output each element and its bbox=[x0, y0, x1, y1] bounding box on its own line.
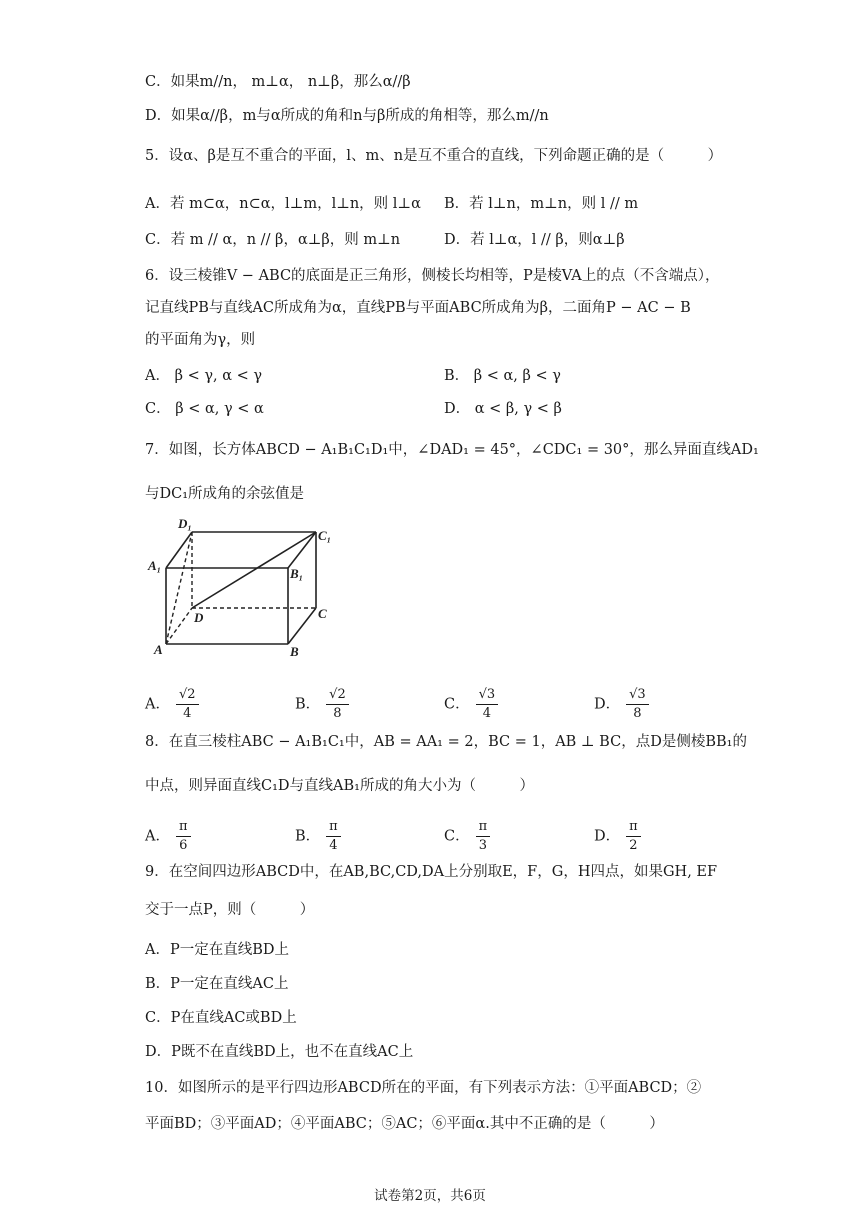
edge-a1-d1 bbox=[166, 532, 192, 568]
question-6-line-3: 的平面角为γ，则 bbox=[145, 332, 256, 348]
question-7-line-1: 7．如图，长方体ABCD − A₁B₁C₁D₁中，∠DAD₁ = 45°，∠CDC₁ = 30°，那么异面直线AD₁ bbox=[145, 442, 759, 458]
q8-option-d: D． $\frac{\pi}{2}$ bbox=[594, 818, 641, 855]
q7-option-a: A． $\frac{√2}{4}$ bbox=[145, 686, 199, 723]
q8-option-b: B． $\frac{\pi}{4}$ bbox=[295, 818, 341, 855]
question-10-line-2: 平面BD；③平面AD；④平面ABC；⑤AC；⑥平面α.其中不正确的是（ ） bbox=[145, 1116, 664, 1132]
q9-option-a: A．P一定在直线BD上 bbox=[145, 942, 290, 958]
q9-option-b: B．P一定在直线AC上 bbox=[145, 976, 289, 992]
q5-option-b: B．若 l⊥n，m⊥n，则 l // m bbox=[444, 196, 639, 212]
q7-option-d: D． $\frac{√3}{8}$ bbox=[594, 686, 649, 723]
page-footer: 试卷第2页，共6页 bbox=[374, 1188, 486, 1204]
label-c1: C₁ bbox=[318, 528, 332, 543]
q6-option-b: B． β < α, β < γ bbox=[444, 368, 561, 384]
label-d: D bbox=[194, 610, 204, 625]
q8-option-a: A． $\frac{\pi}{6}$ bbox=[145, 818, 191, 855]
hidden-edge-a-d bbox=[166, 608, 192, 644]
label-b1: B₁ bbox=[290, 566, 304, 581]
cuboid-figure bbox=[146, 512, 346, 662]
q4-option-d: D．如果α//β，m与α所成的角和n与β所成的角相等，那么m//n bbox=[145, 108, 549, 124]
q7-option-b: B． $\frac{√2}{8}$ bbox=[295, 686, 349, 723]
question-9-line-2: 交于一点P，则（ ） bbox=[145, 902, 315, 918]
edge-b-c bbox=[288, 608, 316, 644]
q6-option-a: A． β < γ, α < γ bbox=[145, 368, 263, 384]
q8-option-c: C． $\frac{\pi}{3}$ bbox=[444, 818, 490, 855]
q4-option-c: C．如果m//n， m⊥α， n⊥β，那么α//β bbox=[145, 74, 411, 90]
label-a: A bbox=[154, 642, 163, 657]
q5-option-c: C．若 m // α，n // β，α⊥β，则 m⊥n bbox=[145, 232, 401, 248]
q6-option-c: C． β < α, γ < α bbox=[145, 401, 264, 417]
label-c: C bbox=[318, 606, 327, 621]
q5-option-a: A．若 m⊂α，n⊂α，l⊥m，l⊥n，则 l⊥α bbox=[145, 196, 421, 212]
label-b: B bbox=[290, 644, 299, 659]
question-7-line-2: 与DC₁所成角的余弦值是 bbox=[145, 486, 305, 502]
question-6-line-2: 记直线PB与直线AC所成角为α，直线PB与平面ABC所成角为β，二面角P − AC − B bbox=[145, 300, 691, 316]
label-a1: A₁ bbox=[148, 558, 162, 573]
q5-option-d: D．若 l⊥α，l // β，则α⊥β bbox=[444, 232, 625, 248]
question-9-line-1: 9．在空间四边形ABCD中，在AB,BC,CD,DA上分别取E，F，G，H四点，如果GH, EF bbox=[145, 864, 718, 880]
question-5-stem: 5．设α、β是互不重合的平面，l、m、n是互不重合的直线，下列命题正确的是（ ） bbox=[145, 148, 723, 164]
q9-option-d: D．P既不在直线BD上，也不在直线AC上 bbox=[145, 1044, 414, 1060]
question-10-line-1: 10．如图所示的是平行四边形ABCD所在的平面，有下列表示方法：①平面ABCD；② bbox=[145, 1080, 702, 1096]
question-8-line-2: 中点，则异面直线C₁D与直线AB₁所成的角大小为（ ） bbox=[145, 778, 534, 794]
q9-option-c: C．P在直线AC或BD上 bbox=[145, 1010, 297, 1026]
q7-option-c: C． $\frac{√3}{4}$ bbox=[444, 686, 498, 723]
label-d1: D₁ bbox=[178, 516, 192, 531]
question-8-line-1: 8．在直三棱柱ABC − A₁B₁C₁中，AB = AA₁ = 2，BC = 1，AB ⊥ BC，点D是侧棱BB₁的 bbox=[145, 734, 747, 750]
question-6-line-1: 6．设三棱锥V − ABC的底面是正三角形，侧棱长均相等，P是棱VA上的点（不含端点）， bbox=[145, 268, 720, 284]
edge-b1-c1 bbox=[288, 532, 316, 568]
q6-option-d: D． α < β, γ < β bbox=[444, 401, 562, 417]
